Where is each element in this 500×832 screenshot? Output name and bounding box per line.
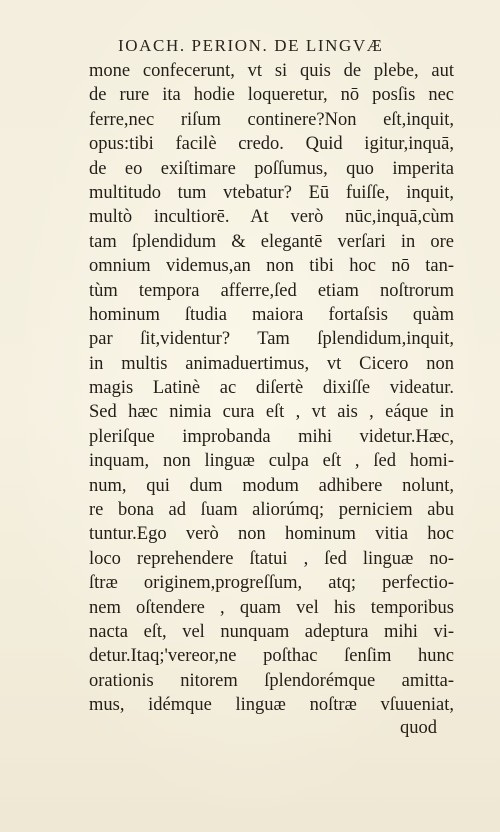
running-head: IOACH. PERION. DE LINGVÆ (118, 36, 384, 55)
text-line: tùm tempora afferre,ſed etiam noſtrorum (89, 280, 454, 301)
text-line: ſtræ originem,progreſſum, atq; perfectio- (89, 573, 454, 594)
text-line: inquam, non linguæ culpa eſt , ſed homi- (89, 451, 454, 472)
text-line: opus:tibi facilè credo. Quid igitur,inquā, (89, 134, 454, 155)
text-line: in multis animaduertimus, vt Cicero non (89, 353, 454, 374)
text-line: pleriſque improbanda mihi videtur.Hæc, (89, 426, 454, 447)
text-line: hominum ſtudia maiora fortaſsis quàm (89, 304, 454, 325)
text-line: num, qui dum modum adhibere nolunt, (89, 475, 454, 496)
text-line: magis Latinè ac diſertè dixiſſe videatur. (89, 378, 454, 399)
text-line: tuntur.Ego verò non hominum vitia hoc (89, 524, 454, 545)
text-line: nacta eſt, vel nunquam adeptura mihi vi- (89, 621, 454, 642)
text-line: mus, idémque linguæ noſtræ vſuueniat, (89, 695, 454, 716)
text-line: par ſit,videntur? Tam ſplendidum,inquit, (89, 329, 454, 350)
text-line: multitudo tum vtebatur? Eū fuiſſe, inquit, (89, 182, 454, 203)
text-line: multò incultiorē. At verò nūc,inquā,cùm (89, 207, 454, 228)
text-line: tam ſplendidum & elegantē verſari in ore (89, 231, 454, 252)
text-line: nem oſtendere , quam vel his temporibus (89, 597, 454, 618)
text-line: Sed hæc nimia cura eſt , vt ais , eáque in (89, 402, 454, 423)
body-text (89, 59, 454, 718)
text-line: omnium videmus,an non tibi hoc nō tan- (89, 256, 454, 277)
text-line: ferre,nec riſum continere?Non eſt,inquit, (89, 109, 454, 130)
text-line: orationis nitorem ſplendorémque amitta- (89, 670, 454, 691)
text-line: loco reprehendere ſtatui , ſed linguæ no- (89, 548, 454, 569)
text-line: de eo exiſtimare poſſumus, quo imperita (89, 158, 454, 179)
catchword: quod (400, 718, 437, 738)
text-line: mone confecerunt, vt si quis de plebe, aut (89, 61, 454, 81)
text-line: re bona ad ſuam aliorúmq; perniciem abu (89, 500, 454, 521)
text-line: de rure ita hodie loqueretur, nō posſis nec (89, 85, 454, 106)
text-line: detur.Itaq;'vereor,ne poſthac ſenſim hunc (89, 646, 454, 667)
